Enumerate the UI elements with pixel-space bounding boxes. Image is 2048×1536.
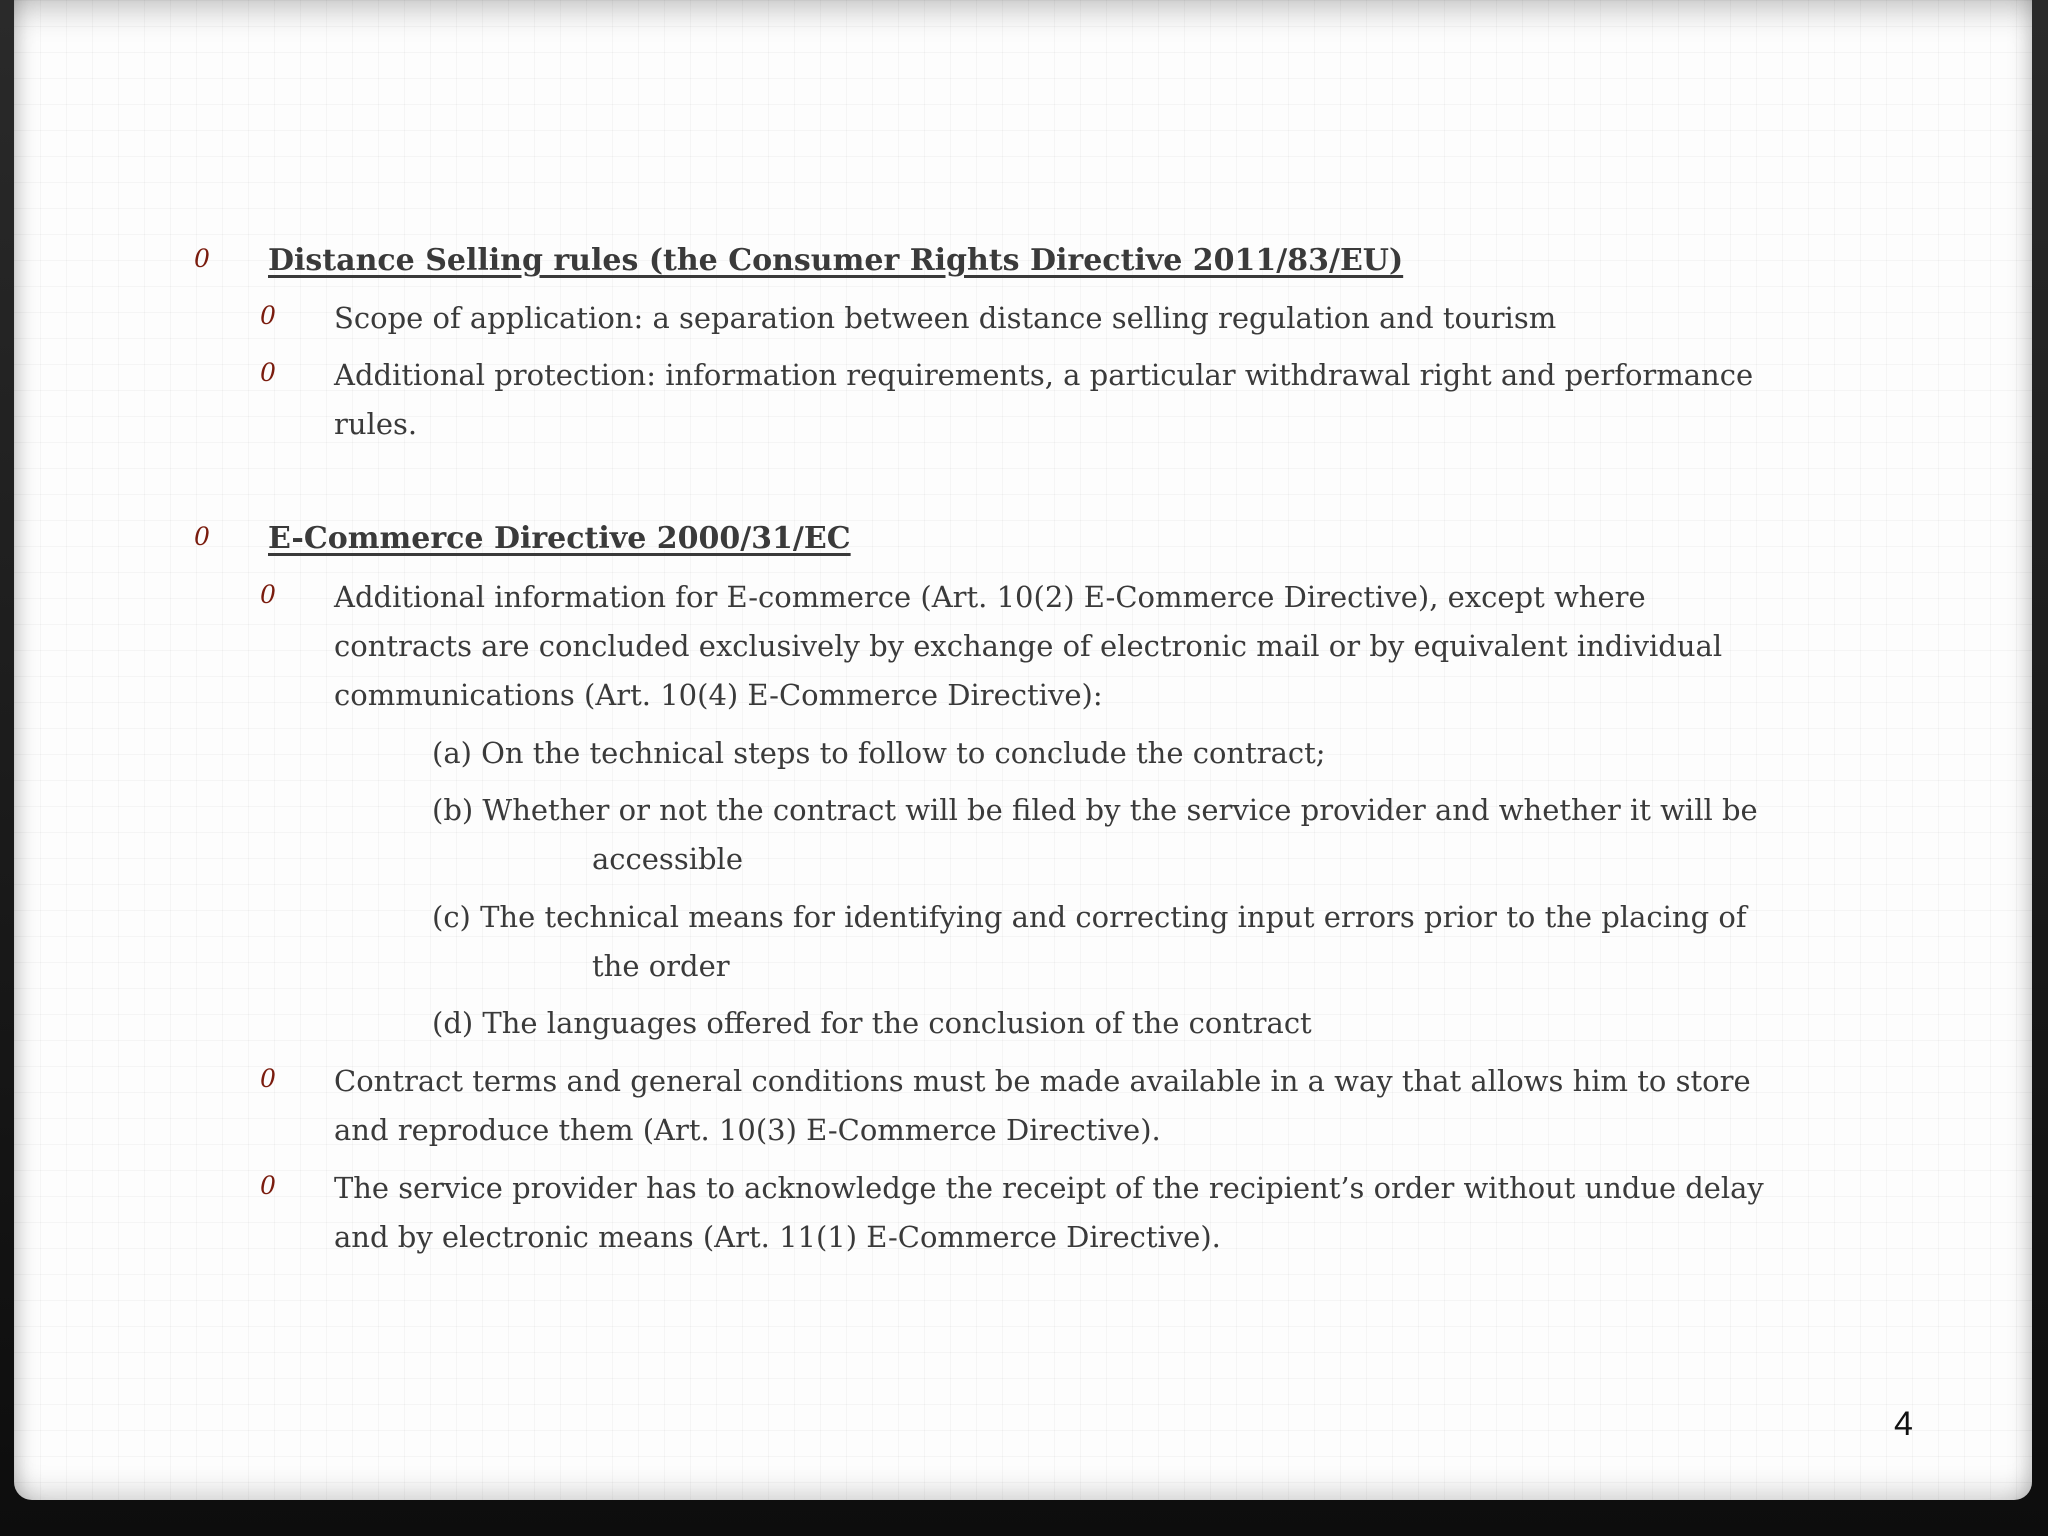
bullet-icon: 0: [260, 358, 276, 387]
list-item-acknowledge-receipt: The service provider has to acknowledge the receipt of the recipient’s order without undue delay: [334, 1171, 1764, 1205]
section-heading-ecommerce: E-Commerce Directive 2000/31/EC: [268, 521, 851, 556]
sub-item-b-cont: accessible: [592, 842, 743, 876]
bullet-icon: 0: [260, 1064, 276, 1093]
list-item-scope: Scope of application: a separation between distance selling regulation and tourism: [334, 301, 1557, 335]
sub-item-c-cont: the order: [592, 949, 730, 983]
list-item-additional-information-cont: communications (Art. 10(4) E-Commerce Directive):: [334, 678, 1103, 712]
list-item-additional-protection-cont: rules.: [334, 407, 418, 441]
bullet-icon: 0: [260, 580, 276, 609]
list-item-additional-information: Additional information for E-commerce (Art. 10(2) E-Commerce Directive), except where: [334, 580, 1646, 614]
list-item-additional-protection: Additional protection: information requirements, a particular withdrawal right and performance: [334, 358, 1754, 392]
sub-item-c: (c) The technical means for identifying and correcting input errors prior to the placing of: [432, 900, 1747, 934]
slide-page: [14, 0, 2032, 1500]
bullet-icon: 0: [260, 1171, 276, 1200]
bullet-icon: 0: [194, 522, 210, 551]
sub-item-a: (a) On the technical steps to follow to conclude the contract;: [432, 736, 1326, 770]
bullet-icon: 0: [260, 301, 276, 330]
section-heading-distance-selling: Distance Selling rules (the Consumer Rights Directive 2011/83/EU): [268, 243, 1404, 278]
list-item-contract-terms-cont: and reproduce them (Art. 10(3) E-Commerce Directive).: [334, 1113, 1161, 1147]
list-item-acknowledge-receipt-cont: and by electronic means (Art. 11(1) E-Commerce Directive).: [334, 1220, 1221, 1254]
bullet-icon: 0: [194, 244, 210, 273]
list-item-additional-information-cont: contracts are concluded exclusively by exchange of electronic mail or by equivalent individual: [334, 629, 1723, 663]
sub-item-b: (b) Whether or not the contract will be filed by the service provider and whether it will be: [432, 793, 1758, 827]
sub-item-d: (d) The languages offered for the conclusion of the contract: [432, 1006, 1312, 1040]
page-number: 4: [1894, 1405, 1913, 1443]
slide-content: [14, 0, 2032, 1500]
list-item-contract-terms: Contract terms and general conditions must be made available in a way that allows him to store: [334, 1064, 1751, 1098]
